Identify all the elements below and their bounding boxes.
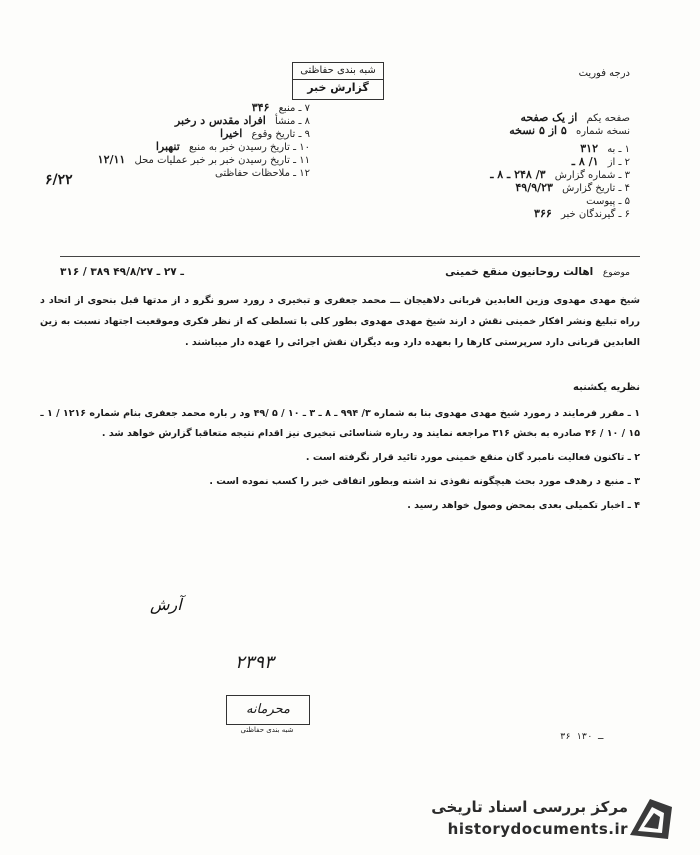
meta-row: ۳ ـ شماره گزارش ۳/ ۲۴۸ ـ ۸ ـ [490,168,630,181]
meta-row: ۴ ـ تاریخ گزارش ۴۹/۹/۲۳ [515,181,630,194]
archive-logo-icon [622,793,680,845]
opinion-label: نظریه یکشنبه [573,382,640,393]
list-item: ۳ ـ منبع د رهدف مورد بحث هیچگونه نفوذی ند اشته وبطور اتفاقی خبر را کسب نموده است . [209,476,640,487]
list-item: ۴ ـ اخبار تکمیلی بعدی بمحض وصول خواهد رسید . [407,500,640,511]
body-text: شیخ مهدی مهدوی وزین العابدین قربانی دلاهیجان ـــ محمد جعفری و تبخیری د رورد سرو نگرو د از مدتها قبل بنحوی از اتحاد د رراه تبلیغ ونشر افکار خمینی نقش د ارند شیخ مهدی مهدوی بطور کلی با تسلطی که از نظر فکری وموقعیت اجتهاد نسبت به زین العابدین قربانی دارد سرپرستی کارها را بعهده دارد وبه دیگران نقش اجرائی را عهده دار میباشند . [40,295,640,348]
header-title: گزارش خبر [307,81,369,94]
meta-row: ۷ ـ منبع ۳۴۶ [251,101,310,114]
stamp-label: شبه بندی حفاظتی [240,726,294,734]
meta-row: ۱۲ ـ ملاحظات حفاظتی [215,168,310,179]
opinion-list [40,404,640,520]
watermark-title: مرکز بررسی اسناد تاریخی [431,798,628,816]
signature: آرش [150,595,182,614]
list-item: ۱ ـ مقرر فرمایند د رمورد شیخ مهدی مهدوی بنا به شماره ۳/ ۹۹۴ ـ ۸ ـ ۳ ـ ۱۰ / ۵ /۴۹ ود ر باره محمد جعفری بنام شماره ۱۲۱۶ / ۱ ـ ۱۵ / ۱۰ / ۴۶ صادره به بخش ۳۱۶ مراجعه نمایند ود رباره شناسائی تبخیری نیز اقدام نتیجه متعاقبا گزارش خواهد شد . [40,408,640,439]
watermark-url: historydocuments.ir [447,820,628,838]
left-meta [90,102,310,180]
subject-line [60,266,630,278]
subject-ref: ۳۱۶ / ۳۸۹ ـ ۲۷ ـ ۴۹/۸/۲۷ [60,266,184,278]
classification-label: درجه فوریت [578,68,630,79]
right-meta [360,112,630,221]
meta-row: ۵ ـ پیوست [586,196,630,207]
header-box [292,62,384,100]
header-department: شبه بندی حفاظتی [293,63,383,80]
subject-label: موضوع [602,268,630,278]
header-divider [60,256,640,257]
meta-row: ۱۰ ـ تاریخ رسیدن خبر به منبع تنهبرا [155,140,310,153]
handwritten-number: ۶/۲۲ [45,172,73,188]
meta-row: ۸ ـ منشأ افراد مقدس د رخبر [174,114,310,127]
doc-number: ۳۶ ـ ۱۳۰ [560,732,604,742]
meta-row: ۹ ـ تاریخ وقوع اخیرا [220,127,310,140]
meta-row: صفحه یکم از یک صفحه [520,111,630,124]
meta-row: نسخه شماره ۵ از ۵ نسخه [509,124,630,137]
handwritten-sign-number: ۲۳۹۳ [235,652,274,673]
meta-row: ۱۱ ـ تاریخ رسیدن خبر بر خبر عملیات محل ۱۲/۱۱ [97,153,310,166]
list-item: ۲ ـ تاکنون فعالیت نامبرد گان منقع خمینی مورد تائید قرار نگرفته است . [305,452,640,463]
subject-text: اهالت روحانیون منقع خمینی [445,266,594,278]
meta-row: ۶ ـ گیرندگان خبر ۳۶۶ [534,207,630,220]
meta-row: ۲ ـ از ۱/ ۸ ـ [571,155,630,168]
confidential-stamp: محرمانه [226,695,310,725]
meta-row: ۱ ـ به ۳۱۲ [580,142,630,155]
